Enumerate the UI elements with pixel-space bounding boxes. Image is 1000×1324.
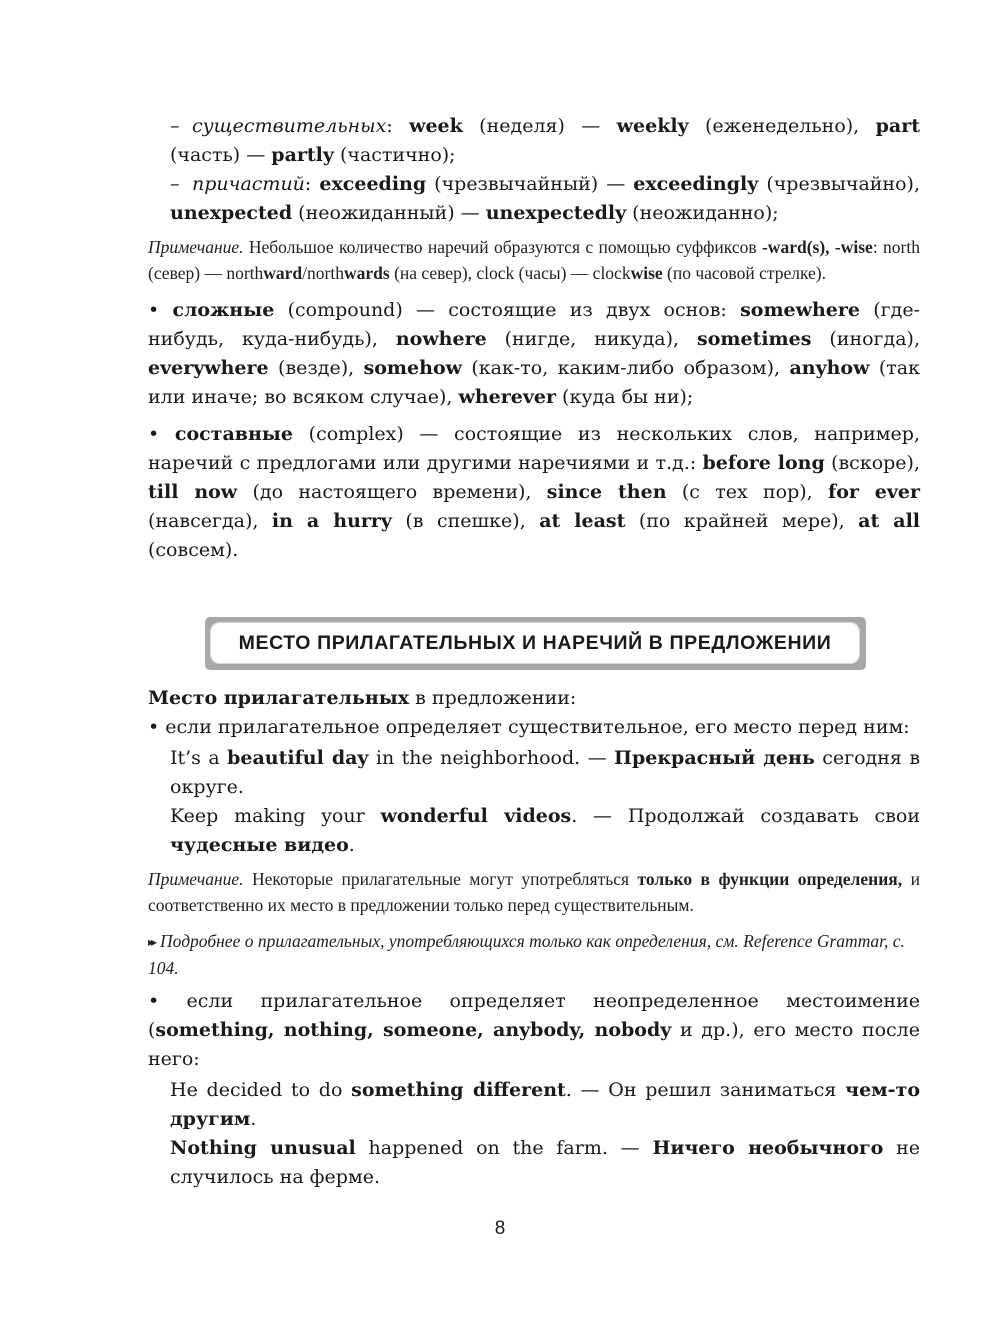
bullet-icon: • — [148, 716, 160, 738]
rule-after-pronoun: • если прилагательное определяет неопределенное местоимение (something, nothing, someone, anybody, nobody и др.), его место после него: — [148, 990, 920, 1070]
category-label: существительных — [192, 115, 387, 137]
bullet-icon: • — [148, 299, 160, 321]
double-arrow-icon: ▸▸ — [148, 935, 155, 949]
bullet-icon: • — [148, 990, 160, 1012]
page-number: 8 — [494, 1218, 506, 1239]
suffix-note: Примечание. Небольшое количество наречий образуются с помощью суффиксов -ward(s), -wise: north (север) — northward/northwards (на север), clock (часы) — clockwise (по часовой стрелке). — [148, 237, 920, 283]
example-sentence: He decided to do something different. — Он решил заниматься чем-то другим. — [170, 1079, 920, 1130]
category-label: причастий — [192, 173, 305, 195]
section-heading-box — [205, 617, 866, 670]
participle-derived-adverbs: – причастий: exceeding (чрезвычайный) — exceedingly (чрезвычайно), unexpected (неожиданный) — unexpectedly (неожиданно); — [170, 173, 920, 224]
section-heading: МЕСТО ПРИЛАГАТЕЛЬНЫХ И НАРЕЧИЙ В ПРЕДЛОЖЕНИИ — [238, 631, 832, 654]
rule-before-noun: • если прилагательное определяет существительное, его место перед ним: — [148, 716, 910, 738]
complex-adverbs-item: • составные (complex) — состоящие из нескольких слов, например, наречий с предлогами или другими наречиями и т.д.: before long (вскоре), till now (до настоящего времени), since then (с тех пор), for ever (навсегда), in a hurry (в спешке), at least (по крайней мере), at all (совсем). — [148, 423, 921, 561]
example-sentence: Keep making your wonderful videos. — Продолжай создавать свои чудесные видео. — [170, 805, 920, 856]
adjective-placement-section — [148, 684, 920, 1192]
section-heading-inner — [210, 622, 860, 664]
compound-adverbs-item: • сложные (compound) — состоящие из двух основ: somewhere (где-нибудь, куда-нибудь), nowhere (нигде, никуда), sometimes (иногда), everywhere (везде), somehow (как-то, каким-либо образом), anyhow (так или иначе; во всяком случае), wherever (куда бы ни); — [148, 299, 921, 408]
adverb-formation-section — [148, 112, 920, 565]
section-intro: Место прилагательных в предложении: — [148, 687, 577, 709]
noun-derived-adverbs: – существительных: week (неделя) — weekly (еженедельно), part (часть) — partly (частично); — [170, 115, 920, 166]
note-label: Примечание. — [148, 869, 244, 889]
attributive-only-note: Примечание. Некоторые прилагательные могут употребляться только в функции определения, и соответственно их место в предложении только перед существительным. — [148, 869, 920, 915]
example-sentence: Nothing unusual happened on the farm. — Ничего необычного не случилось на ферме. — [170, 1137, 920, 1188]
cross-reference: ▸▸ Подробнее о прилагательных, употребляющихся только как определения, см. Reference Grammar, с. 104. — [148, 931, 905, 978]
bullet-icon: • — [148, 423, 160, 445]
note-label: Примечание. — [148, 237, 244, 257]
example-sentence: It’s a beautiful day in the neighborhood. — Прекрасный день сегодня в округе. — [170, 747, 921, 798]
